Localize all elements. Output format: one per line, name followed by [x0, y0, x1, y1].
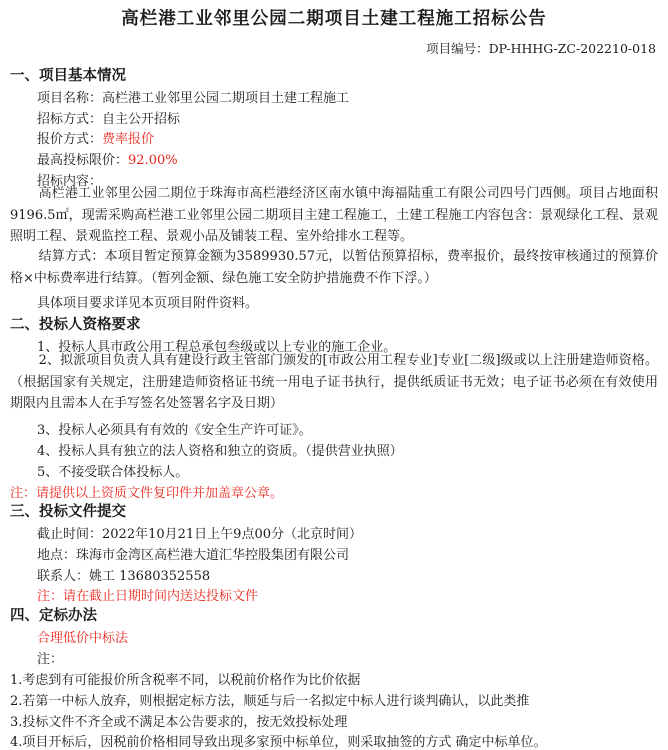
project-detail-note: 具体项目要求详见本页项目附件资料。 [37, 296, 259, 311]
award-rule-2: 2.若第一中标人放弃，则根据定标方法，顺延与后一名拟定中标人进行谈判确认，以此类推 [10, 694, 530, 709]
page-title: 高栏港工业邻里公园二期项目土建工程施工招标公告 [121, 9, 547, 29]
max-bid-limit-label: 最高投标限价： [37, 153, 129, 168]
qualification-item-2: 2、拟派项目负责人具有建设行政主管部门颁发的[市政公用工程专业]专业[二级]级或以上注册建造师资格。（根据国家有关规定，注册建造师资格证书统一用电子证书执行，提供纸质证书无效；电子证书必须在有效使用期限内且需本人在手写签名处签署名字及日期） [10, 353, 658, 411]
tender-method: 招标方式：自主公开招标 [37, 112, 181, 127]
qualification-item-4: 4、投标人具有独立的法人资格和独立的资质。（提供营业执照） [37, 444, 403, 459]
award-rule-1: 1.考虑到有可能报价所含税率不同，以税前价格作为比价依据 [10, 673, 361, 688]
qualification-item-3: 3、投标人必须具有有效的《安全生产许可证》。 [37, 423, 312, 438]
tender-content-label: 招标内容： [37, 174, 103, 189]
qualification-item-5: 5、不接受联合体投标人。 [37, 465, 189, 480]
settlement-paragraph: 结算方式：本项目暂定预算金额为3589930.57元，以暂估预算招标，费率报价，最终按审核通过的预算价格×中标费率进行结算。（暂列金额、绿色施工安全防护措施费不作下浮。） [10, 249, 658, 286]
award-rule-4: 4.项目开标后，因税前价格相同导致出现多家预中标单位，则采取抽签的方式 确定中标单位。 [10, 735, 547, 750]
quote-method-value: 费率报价 [102, 132, 155, 147]
section-heading-submission: 三、投标文件提交 [10, 503, 126, 520]
quote-method [37, 128, 154, 147]
section-heading-award: 四、定标办法 [10, 607, 97, 624]
project-number: 项目编号：DP-HHHG-ZC-202210-018 [426, 41, 656, 56]
tender-content-paragraph: 高栏港工业邻里公园二期位于珠海市高栏港经济区南水镇中海福陆重工有限公司四号门西侧。项目占地面积9196.5㎡，现需采购高栏港工业邻里公园二期项目主建工程施工，土建工程施工内容包含：景观绿化工程、景观照明工程、景观监控工程、景观小品及铺装工程、室外给排水工程等。 [10, 186, 658, 244]
quote-method-label: 报价方式： [37, 132, 103, 147]
qualification-note: 注：请提供以上资质文件复印件并加盖章公章。 [10, 486, 284, 501]
award-method: 合理低价中标法 [37, 631, 129, 646]
section-heading-qualification: 二、投标人资格要求 [10, 316, 141, 333]
section-heading-basic-info: 一、项目基本情况 [10, 67, 126, 84]
submission-deadline: 截止时间：2022年10月21日上午9点00分（北京时间） [37, 527, 362, 542]
qualification-item-1: 1、投标人具市政公用工程总承包叁级或以上专业的施工企业。 [37, 340, 397, 355]
project-name: 项目名称：高栏港工业邻里公园二期项目土建工程施工 [37, 91, 350, 106]
max-bid-limit-value: 92.00% [128, 153, 178, 168]
submission-note: 注：请在截止日期时间内送达投标文件 [37, 589, 259, 604]
max-bid-limit [37, 149, 178, 168]
award-rule-3: 3.投标文件不齐全或不满足本公告要求的，按无效投标处理 [10, 715, 348, 730]
award-note-label: 注： [37, 652, 64, 667]
contact-person: 联系人：姚工 13680352558 [37, 569, 211, 584]
submission-location: 地点：珠海市金湾区高栏港大道汇华控股集团有限公司 [37, 548, 350, 563]
